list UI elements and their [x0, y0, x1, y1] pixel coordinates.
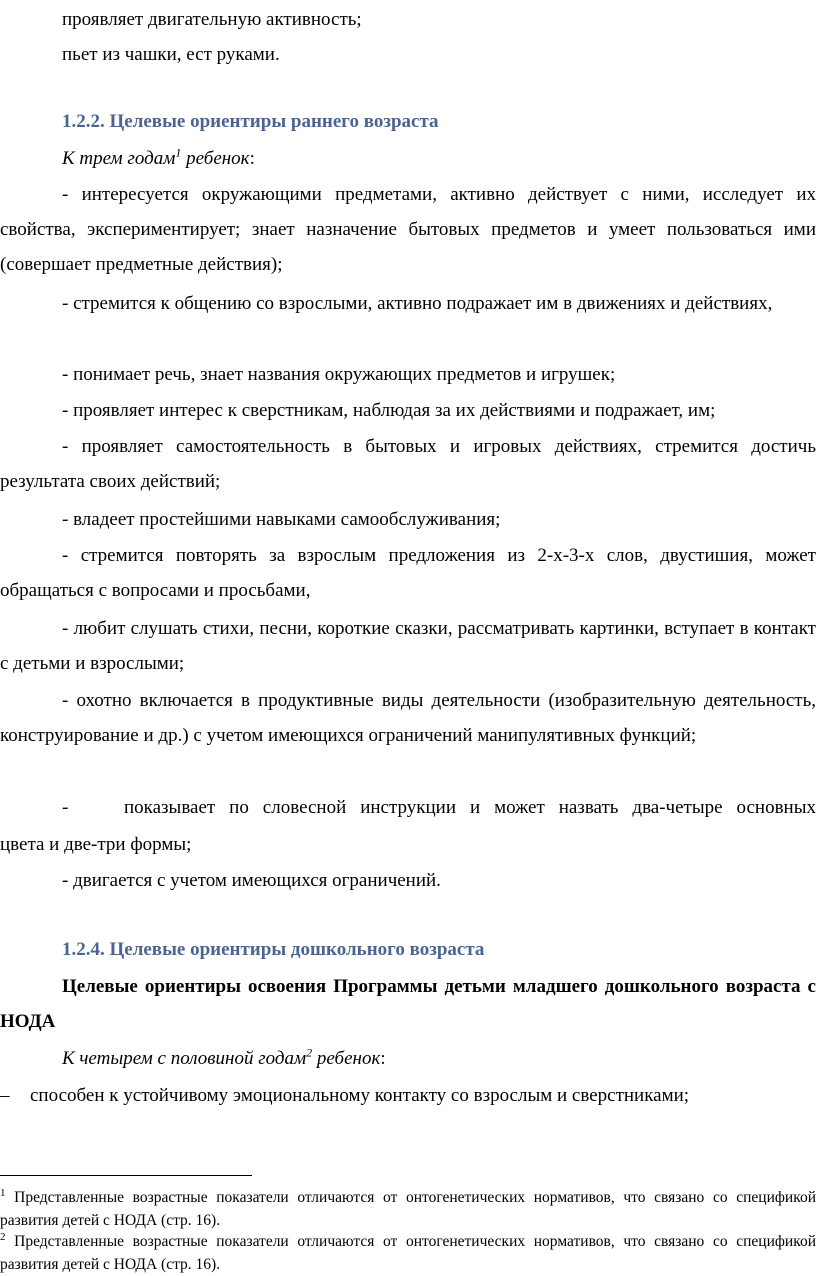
list-item-text: показывает по словесной инструкции и может назвать два-четыре основных — [124, 797, 816, 818]
section-heading: 1.2.4. Целевые ориентиры дошкольного возраста — [62, 939, 485, 960]
list-dash: - — [62, 797, 69, 818]
text-line: проявляет двигательную активность; — [62, 9, 362, 30]
list-item — [0, 1084, 816, 1108]
footnote-mark: 1 — [0, 1186, 6, 1199]
footnote: $^2$ Представленные возрастные показатели отличаются от онтогенетических нормативов, что связано со спецификой развития детей с НОДА (стр. 16). — [0, 1230, 816, 1273]
list-item: - проявляет интерес к сверстникам, наблюдая за их действиями и подражает, им; — [62, 400, 716, 421]
footnote: $^1$ Представленные возрастные показатели отличаются от онтогенетических нормативов, что связано со спецификой развития детей с НОДА (стр. 16). — [0, 1186, 816, 1229]
list-item-continuation: цвета и две-три формы; — [0, 834, 192, 855]
list-item: - понимает речь, знает названия окружающих предметов и игрушек; — [62, 364, 616, 385]
footnote-ref: 1 — [175, 145, 182, 160]
list-item: - проявляет самостоятельность в бытовых и игровых действиях, стремится достичь результата своих действий; — [0, 436, 816, 492]
list-item: - стремится повторять за взрослым предложения из 2-х-3-х слов, двустишия, может обращаться с вопросами и просьбами, — [0, 545, 816, 601]
list-item: - интересуется окружающими предметами, активно действует с ними, исследует их свойства, экспериментирует; знает назначение бытовых предметов и умеет пользоваться ими (совершает предметные действия); — [0, 184, 816, 275]
section-intro: К трем годам$^1$ ребенок: — [62, 145, 255, 169]
list-item-text: способен к устойчивому эмоциональному контакту со взрослым и сверстниками; — [30, 1085, 690, 1106]
footnote-ref: 2 — [306, 1045, 313, 1060]
section-heading: 1.2.2. Целевые ориентиры раннего возраста — [62, 111, 439, 132]
text-line: пьет из чашки, ест руками. — [62, 44, 280, 65]
list-item: - стремится к общению со взрослыми, активно подражает им в движениях и действиях, — [62, 293, 773, 314]
list-item-tabbed — [0, 796, 816, 820]
list-item: - охотно включается в продуктивные виды деятельности (изобразительную деятельность, конструирование и др.) с учетом имеющихся ограничений манипулятивных функций; — [0, 690, 816, 746]
list-item: - любит слушать стихи, песни, короткие сказки, рассматривать картинки, вступает в контакт с детьми и взрослыми; — [0, 618, 816, 674]
footnote-mark: 2 — [0, 1230, 6, 1243]
list-item: - владеет простейшими навыками самообслуживания; — [62, 509, 501, 530]
list-dash: – — [0, 1085, 10, 1106]
list-item: - двигается с учетом имеющихся ограничений. — [62, 870, 441, 891]
section-intro: К четырем с половиной годам$^2$ ребенок: — [62, 1045, 386, 1069]
footnote-separator — [0, 1175, 252, 1176]
bold-paragraph: Целевые ориентиры освоения Программы детьми младшего дошкольного возраста с НОДА — [0, 976, 816, 1032]
